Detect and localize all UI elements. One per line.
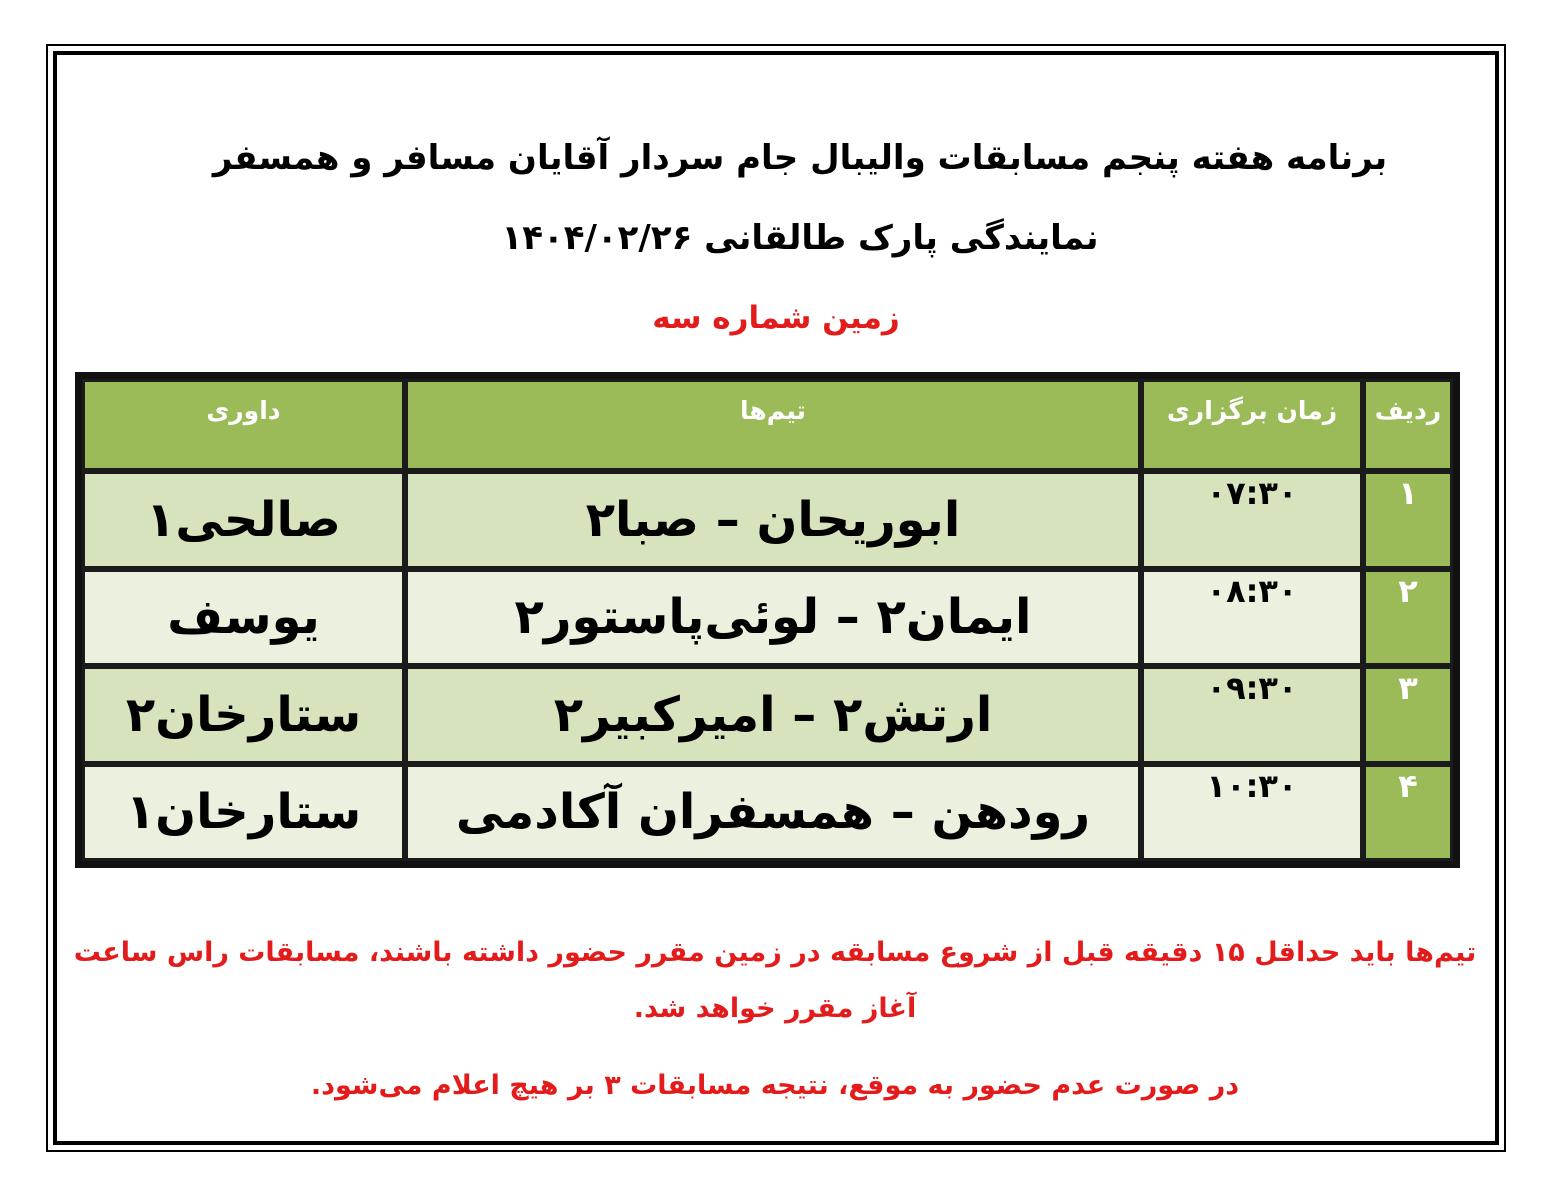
row-teams: ایمان۲ – لوئی‌پاستور۲ <box>405 569 1141 667</box>
document-subtitle: نمایندگی پارک طالقانی ۱۴۰۴/۰۲/۲۶ <box>501 218 1099 258</box>
row-referee: یوسف <box>82 569 405 667</box>
table-row <box>82 569 1453 667</box>
row-index: ۴ <box>1363 764 1453 862</box>
table-row <box>82 764 1453 862</box>
forfeit-rule-note: در صورت عدم حضور به موقع، نتیجه مسابقات ۳ بر هیچ اعلام می‌شود. <box>310 1070 1240 1101</box>
row-index: ۱ <box>1363 471 1453 569</box>
header-time: زمان برگزاری <box>1141 379 1363 471</box>
row-referee: ستارخان۲ <box>82 666 405 764</box>
row-referee: صالحی۱ <box>82 471 405 569</box>
row-teams: رودهن – همسفران آکادمی <box>405 764 1141 862</box>
row-teams: ابوریحان – صبا۲ <box>405 471 1141 569</box>
header-index: ردیف <box>1363 379 1453 471</box>
court-label: زمین شماره سه <box>652 300 900 336</box>
table-row <box>82 471 1453 569</box>
attendance-rule-note: تیم‌ها باید حداقل ۱۵ دقیقه قبل از شروع مسابقه در زمین مقرر حضور داشته باشند، مسابقات راس ساعت آغاز مقرر خواهد شد. <box>73 937 1477 1024</box>
document-title: برنامه هفته پنجم مسابقات والیبال جام سردار آقایان مسافر و همسفر <box>212 138 1388 178</box>
schedule-table <box>75 372 1460 868</box>
row-teams: ارتش۲ – امیرکبیر۲ <box>405 666 1141 764</box>
table-header-row <box>82 379 1453 471</box>
row-time: ۱۰:۳۰ <box>1141 764 1363 862</box>
row-referee: ستارخان۱ <box>82 764 405 862</box>
header-referee: داوری <box>82 379 405 471</box>
row-time: ۰۷:۳۰ <box>1141 471 1363 569</box>
row-index: ۳ <box>1363 666 1453 764</box>
table-row <box>82 666 1453 764</box>
row-index: ۲ <box>1363 569 1453 667</box>
header-teams: تیم‌ها <box>405 379 1141 471</box>
row-time: ۰۹:۳۰ <box>1141 666 1363 764</box>
row-time: ۰۸:۳۰ <box>1141 569 1363 667</box>
